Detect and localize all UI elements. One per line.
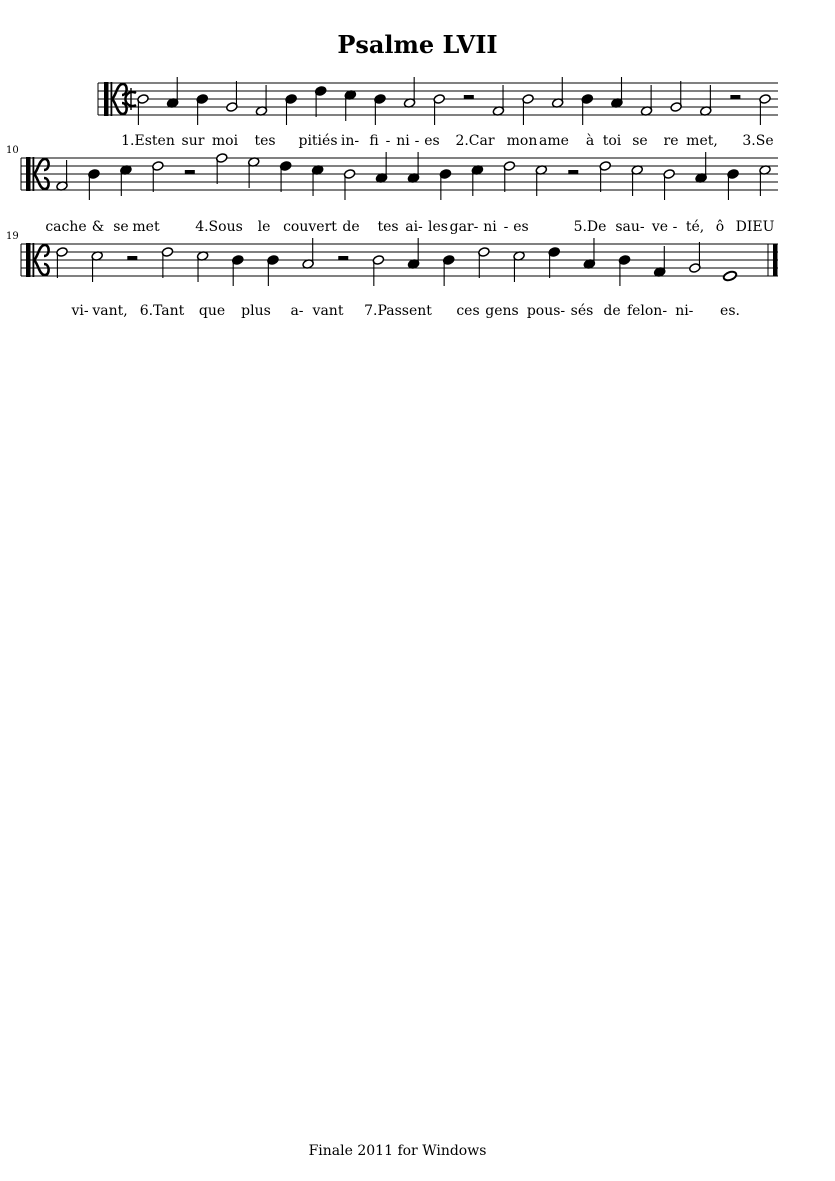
lyric-syllable: sur bbox=[181, 133, 205, 149]
lyric-syllable: re bbox=[663, 133, 679, 149]
lyric-syllable: 4.Sous bbox=[195, 219, 243, 235]
lyric-syllable: les bbox=[428, 219, 448, 235]
lyric-syllable: met, bbox=[686, 133, 718, 149]
lyric-syllable: pous- bbox=[526, 303, 566, 319]
lyric-syllable: té, bbox=[685, 219, 705, 235]
half-rest bbox=[568, 170, 578, 174]
staff-system bbox=[6, 231, 778, 319]
lyric-syllable: de bbox=[603, 303, 621, 319]
lyric-syllable: ai- bbox=[405, 219, 423, 235]
lyric-syllable: - bbox=[503, 219, 509, 235]
lyric-syllable: 1.Esten bbox=[121, 133, 175, 149]
half-rest bbox=[127, 256, 137, 260]
clef-curl bbox=[34, 159, 49, 174]
lyric-syllable: ni bbox=[483, 219, 497, 235]
lyric-syllable: pitiés bbox=[298, 133, 338, 149]
clef-curl bbox=[34, 245, 49, 260]
lyric-syllable: - bbox=[385, 133, 391, 149]
lyric-syllable: es bbox=[424, 133, 440, 149]
lyric-syllable: - bbox=[672, 219, 678, 235]
lyric-syllable: es bbox=[513, 219, 529, 235]
lyric-syllable: ni bbox=[396, 133, 410, 149]
lyric-syllable: 5.De bbox=[573, 219, 607, 235]
lyric-syllable: sau- bbox=[615, 219, 645, 235]
clef-curl bbox=[112, 84, 127, 99]
lyric-syllable: ame bbox=[539, 133, 569, 149]
lyric-syllable: 7.Passent bbox=[364, 303, 432, 319]
lyric-syllable: 6.Tant bbox=[139, 303, 185, 319]
clef-bar bbox=[104, 82, 109, 116]
lyric-syllable: toi bbox=[602, 133, 622, 149]
staff-system bbox=[6, 145, 778, 235]
lyric-syllable: ces bbox=[456, 303, 480, 319]
lyric-syllable: - bbox=[688, 303, 694, 319]
lyric-syllable: vant, bbox=[92, 303, 128, 319]
lyric-syllable: ve bbox=[651, 219, 669, 235]
half-rest bbox=[464, 95, 474, 99]
lyric-syllable: plus bbox=[241, 303, 271, 319]
lyric-syllable: moi bbox=[211, 133, 239, 149]
lyric-syllable: de bbox=[342, 219, 360, 235]
lyric-syllable: que bbox=[198, 303, 226, 319]
lyric-syllable: à bbox=[585, 133, 595, 149]
clef-curl bbox=[34, 260, 49, 275]
lyric-syllable: - bbox=[414, 133, 420, 149]
lyric-syllable: tes bbox=[254, 133, 276, 149]
lyric-syllable: ni bbox=[675, 303, 689, 319]
lyric-syllable: 3.Se bbox=[742, 133, 774, 149]
lyric-syllable: le bbox=[257, 219, 271, 235]
lyric-syllable: 2.Car bbox=[455, 133, 495, 149]
staff-system bbox=[98, 77, 778, 149]
footer-credit: Finale 2011 for Windows bbox=[308, 1143, 487, 1159]
lyric-syllable: se bbox=[113, 219, 129, 235]
lyric-syllable: cache bbox=[45, 219, 87, 235]
lyric-syllable: vi- bbox=[71, 303, 89, 319]
clef-bar bbox=[26, 243, 31, 277]
lyric-syllable: felon- bbox=[626, 303, 668, 319]
lyric-syllable: in- bbox=[340, 133, 360, 149]
lyric-syllable: se bbox=[632, 133, 648, 149]
measure-number: 10 bbox=[6, 145, 19, 156]
lyric-syllable: DIEU bbox=[735, 219, 775, 235]
lyric-syllable: vant bbox=[312, 303, 344, 319]
whole-note bbox=[723, 270, 738, 282]
clef-bar bbox=[26, 157, 31, 191]
lyric-syllable: met bbox=[132, 219, 160, 235]
lyric-syllable: gens bbox=[485, 303, 519, 319]
half-rest bbox=[730, 95, 740, 99]
half-rest bbox=[338, 256, 348, 260]
lyric-syllable: mon bbox=[506, 133, 538, 149]
final-barline bbox=[773, 244, 778, 276]
clef-curl bbox=[34, 174, 49, 189]
lyric-syllable: tes bbox=[377, 219, 399, 235]
lyric-syllable: gar- bbox=[449, 219, 479, 235]
lyric-syllable: sés bbox=[570, 303, 594, 319]
lyric-syllable: es. bbox=[720, 303, 740, 319]
clef-curl bbox=[112, 99, 127, 114]
lyric-syllable: ô bbox=[715, 219, 725, 235]
measure-number: 19 bbox=[6, 231, 19, 242]
lyric-syllable: couvert bbox=[283, 219, 337, 235]
lyric-syllable: fi bbox=[369, 133, 379, 149]
page-title: Psalme LVII bbox=[337, 30, 498, 59]
lyric-syllable: a- bbox=[290, 303, 304, 319]
half-rest bbox=[185, 170, 195, 174]
lyric-syllable: & bbox=[91, 219, 105, 235]
